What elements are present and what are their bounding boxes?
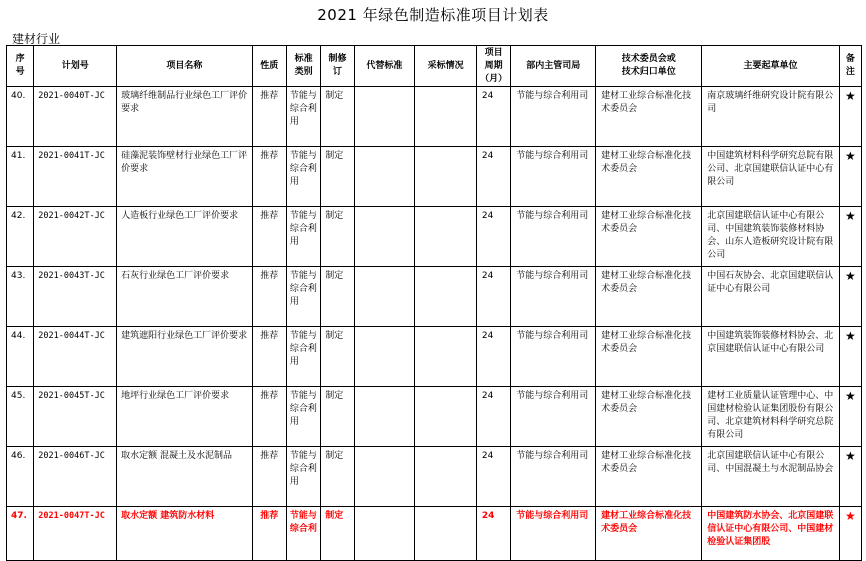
cell-replace [354, 447, 415, 507]
cell-project-name: 取水定额 混凝土及水泥制品 [117, 447, 252, 507]
cell-replace [354, 507, 415, 561]
cell-adopt [415, 447, 477, 507]
cell-adopt [415, 147, 477, 207]
cell-standard-type: 节能与综合利用 [286, 447, 320, 507]
cell-replace [354, 87, 415, 147]
sector-label: 建材行业 [12, 32, 61, 46]
cell-committee: 建材工业综合标准化技术委员会 [596, 387, 702, 447]
star-icon: ★ [839, 147, 861, 207]
header-dept: 部内主管司局 [511, 46, 596, 87]
cell-adopt [415, 267, 477, 327]
cell-project-name: 建筑遮阳行业绿色工厂评价要求 [117, 327, 252, 387]
cell-nature: 推荐 [252, 267, 286, 327]
table-row [7, 387, 862, 447]
header-org: 主要起草单位 [702, 46, 839, 87]
table-row-highlighted [7, 507, 862, 561]
cell-standard-type: 节能与综合利用 [286, 327, 320, 387]
cell-project-name: 人造板行业绿色工厂评价要求 [117, 207, 252, 267]
cell-revise: 制定 [321, 267, 354, 327]
cell-committee: 建材工业综合标准化技术委员会 [596, 507, 702, 561]
cell-replace [354, 207, 415, 267]
header-nature: 性质 [252, 46, 286, 87]
standards-plan-table [6, 45, 862, 561]
cell-adopt [415, 327, 477, 387]
header-period: 项目 周期 （月） [476, 46, 510, 87]
header-replace: 代替标准 [354, 46, 415, 87]
cell-seq: 42. [7, 207, 34, 267]
cell-period: 24 [476, 447, 510, 507]
cell-period: 24 [476, 207, 510, 267]
cell-committee: 建材工业综合标准化技术委员会 [596, 147, 702, 207]
cell-nature: 推荐 [252, 507, 286, 561]
cell-adopt [415, 207, 477, 267]
star-icon: ★ [839, 387, 861, 447]
table-row [7, 207, 862, 267]
cell-dept: 节能与综合利用司 [511, 207, 596, 267]
cell-replace [354, 327, 415, 387]
header-adopt: 采标情况 [415, 46, 477, 87]
cell-drafting-org: 中国建筑装饰装修材料协会、北京国建联信认证中心有限公司 [702, 327, 839, 387]
header-plan: 计划号 [34, 46, 117, 87]
cell-period: 24 [476, 147, 510, 207]
cell-committee: 建材工业综合标准化技术委员会 [596, 87, 702, 147]
cell-revise: 制定 [321, 327, 354, 387]
cell-seq: 44. [7, 327, 34, 387]
document-title: 2021 年绿色制造标准项目计划表 [317, 6, 549, 24]
cell-drafting-org: 北京国建联信认证中心有限公司、中国混凝土与水泥制品协会 [702, 447, 839, 507]
cell-project-name: 石灰行业绿色工厂评价要求 [117, 267, 252, 327]
cell-drafting-org: 建材工业质量认证管理中心、中国建材检验认证集团股份有限公司、北京建筑材料科学研究总院有限公司 [702, 387, 839, 447]
cell-standard-type: 节能与综合利 [286, 507, 320, 561]
cell-period: 24 [476, 267, 510, 327]
cell-seq: 45. [7, 387, 34, 447]
cell-adopt [415, 387, 477, 447]
cell-seq: 47. [7, 507, 34, 561]
cell-standard-type: 节能与综合利用 [286, 267, 320, 327]
cell-standard-type: 节能与综合利用 [286, 87, 320, 147]
cell-plan-number: 2021-0046T-JC [34, 447, 117, 507]
table-row [7, 447, 862, 507]
cell-revise: 制定 [321, 207, 354, 267]
table-row [7, 327, 862, 387]
header-note: 备 注 [839, 46, 861, 87]
star-icon: ★ [839, 327, 861, 387]
header-seq: 序 号 [7, 46, 34, 87]
star-icon: ★ [839, 87, 861, 147]
cell-project-name: 取水定额 建筑防水材料 [117, 507, 252, 561]
cell-nature: 推荐 [252, 327, 286, 387]
cell-seq: 40. [7, 87, 34, 147]
cell-plan-number: 2021-0043T-JC [34, 267, 117, 327]
cell-dept: 节能与综合利用司 [511, 447, 596, 507]
cell-nature: 推荐 [252, 87, 286, 147]
star-icon: ★ [839, 207, 861, 267]
cell-project-name: 玻璃纤维制品行业绿色工厂评价要求 [117, 87, 252, 147]
cell-plan-number: 2021-0040T-JC [34, 87, 117, 147]
table-row [7, 267, 862, 327]
star-icon: ★ [839, 267, 861, 327]
cell-adopt [415, 87, 477, 147]
star-icon: ★ [839, 507, 861, 561]
cell-nature: 推荐 [252, 447, 286, 507]
cell-plan-number: 2021-0044T-JC [34, 327, 117, 387]
table-row [7, 147, 862, 207]
cell-committee: 建材工业综合标准化技术委员会 [596, 327, 702, 387]
cell-standard-type: 节能与综合利用 [286, 387, 320, 447]
cell-drafting-org: 北京国建联信认证中心有限公司、中国建筑装饰装修材料协会、山东人造板研究设计院有限公司 [702, 207, 839, 267]
header-committee: 技术委员会或 技术归口单位 [596, 46, 702, 87]
cell-seq: 46. [7, 447, 34, 507]
cell-replace [354, 147, 415, 207]
header-row [7, 46, 862, 87]
cell-replace [354, 387, 415, 447]
cell-dept: 节能与综合利用司 [511, 147, 596, 207]
cell-seq: 43. [7, 267, 34, 327]
cell-project-name: 地坪行业绿色工厂评价要求 [117, 387, 252, 447]
table-row [7, 87, 862, 147]
cell-period: 24 [476, 507, 510, 561]
cell-standard-type: 节能与综合利用 [286, 207, 320, 267]
cell-plan-number: 2021-0042T-JC [34, 207, 117, 267]
cell-standard-type: 节能与综合利用 [286, 147, 320, 207]
cell-revise: 制定 [321, 507, 354, 561]
cell-committee: 建材工业综合标准化技术委员会 [596, 267, 702, 327]
cell-drafting-org: 中国石灰协会、北京国建联信认证中心有限公司 [702, 267, 839, 327]
cell-dept: 节能与综合利用司 [511, 327, 596, 387]
header-type: 标准 类别 [286, 46, 320, 87]
cell-seq: 41. [7, 147, 34, 207]
header-name: 项目名称 [117, 46, 252, 87]
cell-drafting-org: 中国建筑防水协会、北京国建联信认证中心有限公司、中国建材检验认证集团股 [702, 507, 839, 561]
cell-replace [354, 267, 415, 327]
cell-drafting-org: 南京玻璃纤维研究设计院有限公司 [702, 87, 839, 147]
cell-plan-number: 2021-0041T-JC [34, 147, 117, 207]
star-icon: ★ [839, 447, 861, 507]
cell-committee: 建材工业综合标准化技术委员会 [596, 447, 702, 507]
cell-dept: 节能与综合利用司 [511, 87, 596, 147]
cell-plan-number: 2021-0047T-JC [34, 507, 117, 561]
cell-nature: 推荐 [252, 207, 286, 267]
cell-project-name: 硅藻泥装饰壁材行业绿色工厂评价要求 [117, 147, 252, 207]
cell-period: 24 [476, 87, 510, 147]
cell-revise: 制定 [321, 87, 354, 147]
cell-nature: 推荐 [252, 147, 286, 207]
cell-dept: 节能与综合利用司 [511, 267, 596, 327]
cell-committee: 建材工业综合标准化技术委员会 [596, 207, 702, 267]
header-revise: 制修 订 [321, 46, 354, 87]
cell-drafting-org: 中国建筑材料科学研究总院有限公司、北京国建联信认证中心有限公司 [702, 147, 839, 207]
cell-adopt [415, 507, 477, 561]
cell-revise: 制定 [321, 387, 354, 447]
cell-period: 24 [476, 387, 510, 447]
cell-dept: 节能与综合利用司 [511, 507, 596, 561]
cell-period: 24 [476, 327, 510, 387]
cell-revise: 制定 [321, 447, 354, 507]
cell-revise: 制定 [321, 147, 354, 207]
cell-plan-number: 2021-0045T-JC [34, 387, 117, 447]
cell-nature: 推荐 [252, 387, 286, 447]
cell-dept: 节能与综合利用司 [511, 387, 596, 447]
